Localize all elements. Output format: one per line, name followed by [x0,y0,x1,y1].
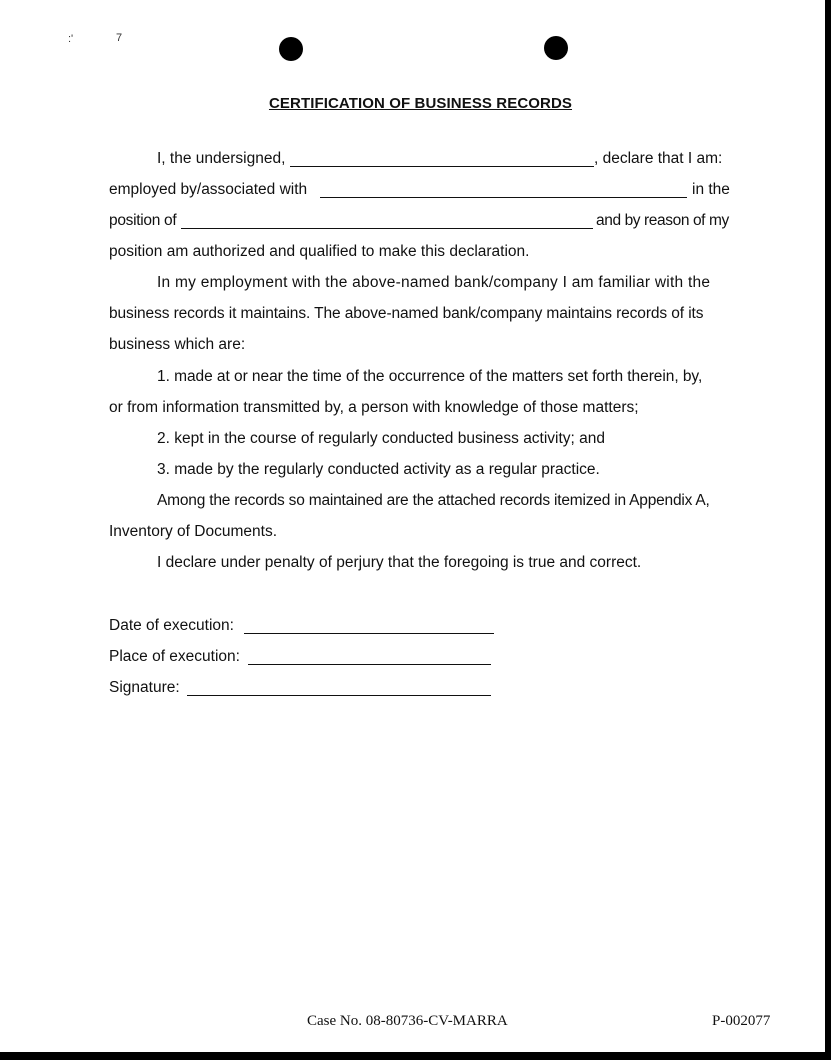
list-item: 3. made by the regularly conducted activity as a regular practice. [157,461,600,478]
para2-line: In my employment with the above-named bank/company I am familiar with the [157,274,711,291]
declaration-line2-prefix: employed by/associated with [109,181,308,198]
para2-line: business records it maintains. The above-named bank/company maintains records of its [109,305,704,322]
position-field[interactable] [181,228,593,229]
punch-hole-left [279,37,303,61]
scan-border-bottom [0,1052,831,1060]
perjury-statement: I declare under penalty of perjury that the foregoing is true and correct. [157,554,642,571]
para2-line: business which are: [109,336,246,353]
employer-field[interactable] [320,197,687,198]
document-title: CERTIFICATION OF BUSINESS RECORDS [268,95,573,112]
undersigned-name-field[interactable] [290,166,594,167]
declaration-line3-prefix: position of [109,212,177,229]
scan-mark: :' [68,33,74,45]
declaration-line1-suffix: , declare that I am: [594,150,723,167]
signature-field[interactable] [187,695,491,696]
case-number: Case No. 08-80736-CV-MARRA [307,1013,508,1029]
place-of-execution-label: Place of execution: [109,648,240,665]
scan-border-right [825,0,831,1060]
para3-line: Among the records so maintained are the attached records itemized in Appendix A, [157,492,710,509]
declaration-line4: position am authorized and qualified to make this declaration. [109,243,530,260]
date-of-execution-field[interactable] [244,633,494,634]
signature-label: Signature: [109,679,180,696]
bates-page-id: P-002077 [712,1013,771,1029]
list-item: or from information transmitted by, a person with knowledge of those matters; [109,399,639,416]
date-of-execution-label: Date of execution: [109,617,234,634]
para3-line: Inventory of Documents. [109,523,277,540]
declaration-line2-suffix: in the [692,181,730,198]
list-item: 1. made at or near the time of the occurrence of the matters set forth therein, by, [157,368,703,385]
place-of-execution-field[interactable] [248,664,491,665]
declaration-line3-suffix: and by reason of my [596,212,729,229]
punch-hole-right [544,36,568,60]
scan-mark: 7 [116,32,123,44]
declaration-line1-prefix: I, the undersigned, [157,150,286,167]
list-item: 2. kept in the course of regularly conducted business activity; and [157,430,606,447]
